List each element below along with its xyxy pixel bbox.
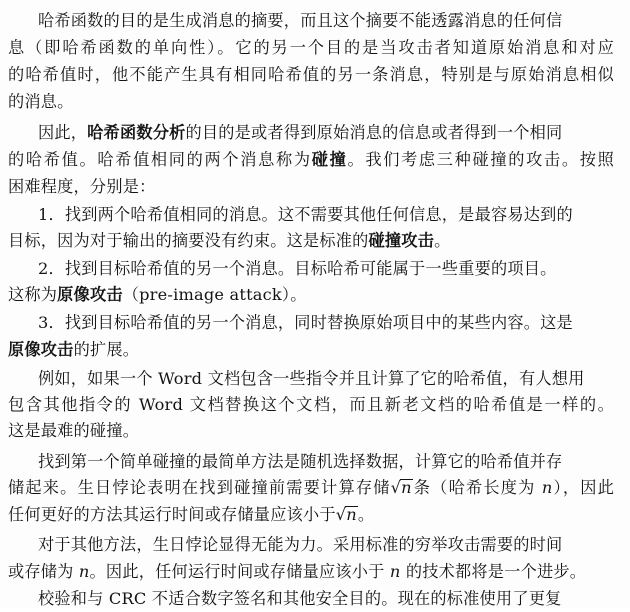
- text-line: [38, 449, 614, 475]
- bold-term: 原像攻击: [8, 340, 74, 359]
- text-run: 2．找到目标哈希值的另一个消息。目标哈希可能属于一些重要的项目。: [38, 259, 557, 278]
- text-run: 条（哈希长度为: [412, 478, 542, 497]
- text-run: （pre-image attack）。: [122, 285, 307, 304]
- radical-sign-icon: √: [390, 478, 402, 497]
- text-run: 对于其他方法，生日悖论显得无能为力。采用标准的穷举攻击需要的时间: [38, 535, 563, 554]
- text-run: 目标，因为对于输出的摘要没有约束。这是标准的: [8, 231, 369, 250]
- text-run: 这是最难的碰撞。: [8, 421, 140, 440]
- text-line: [8, 502, 614, 528]
- text-line: [38, 310, 614, 336]
- text-line: [38, 532, 614, 558]
- text-line: [38, 366, 614, 392]
- math-variable: n: [389, 562, 401, 581]
- text-run: 。: [357, 505, 375, 524]
- math-variable: n: [346, 505, 357, 524]
- text-run: 找到第一个简单碰撞的最简单方法是随机选择数据，计算它的哈希值并存: [38, 452, 563, 471]
- text-line: [8, 559, 614, 585]
- text-run: 的技术都将是一个进步。: [400, 562, 587, 581]
- text-line: [8, 282, 614, 308]
- text-run: ），因此: [552, 478, 614, 497]
- text-run: 或存储为: [8, 562, 79, 581]
- text-line: [38, 8, 614, 34]
- text-run: 息（即哈希函数的单向性）。它的另一个目的是当攻击者知道原始消息和对应: [8, 38, 614, 57]
- text-run: 3．找到目标哈希值的另一个消息，同时替换原始项目中的某些内容。这是: [38, 313, 573, 332]
- text-run: 困难程度，分别是：: [8, 177, 156, 196]
- text-line: [8, 392, 614, 418]
- text-run: 哈希函数的目的是生成消息的摘要，而且这个摘要不能透露消息的任何信: [38, 11, 563, 30]
- text-line: [8, 89, 614, 115]
- bold-term: 原像攻击: [57, 285, 123, 304]
- radical-sign-icon: √: [335, 505, 347, 524]
- text-run: 例如，如果一个 Word 文档包含一些指令并且计算了它的哈希值，有人想用: [38, 369, 585, 388]
- text-run: 。我们考虑三种碰撞的攻击。按照: [347, 150, 614, 169]
- math-variable: n: [78, 562, 90, 581]
- math-variable: n: [401, 478, 412, 497]
- text-line: [8, 337, 614, 363]
- text-run: 。: [434, 231, 451, 250]
- bold-term: 碰撞攻击: [368, 231, 435, 250]
- text-line: [8, 62, 614, 88]
- text-run: 包含其他指令的 Word 文档替换这个文档，而且新老文档的哈希值是一样的。: [8, 395, 614, 414]
- text-run: 这称为: [8, 285, 58, 304]
- text-run: 的哈希值。哈希值相同的两个消息称为: [8, 150, 312, 169]
- text-run: 因此，: [38, 123, 88, 142]
- text-run: 储起来。生日悖论表明在找到碰撞前需要计算存储: [8, 478, 391, 497]
- text-run: 的消息。: [8, 92, 74, 111]
- text-line: [8, 35, 614, 61]
- sqrt-expression: [336, 505, 358, 524]
- text-line: [8, 228, 614, 254]
- text-run: 的目的是或者得到原始消息的信息或者得到一个相同: [185, 123, 563, 142]
- bold-term: 哈希函数分析: [87, 123, 186, 142]
- text-line: [38, 586, 614, 612]
- text-run: 1．找到两个哈希值相同的消息。这不需要其他任何信息，是最容易达到的: [38, 205, 573, 224]
- text-run: 的哈希值时，他不能产生具有相同哈希值的另一条消息，特别是与原始消息相似: [8, 65, 614, 84]
- text-line: [8, 174, 614, 200]
- text-line: [38, 202, 614, 228]
- text-line: [8, 418, 614, 444]
- math-variable: n: [541, 478, 553, 497]
- text-line: [8, 475, 614, 501]
- bold-term: 碰撞: [311, 150, 348, 169]
- text-run: 的扩展。: [73, 340, 140, 359]
- text-line: [38, 256, 614, 282]
- text-run: 校验和与 CRC 不适合数字签名和其他安全目的。现在的标准使用了更复: [38, 589, 562, 608]
- text-line: [8, 147, 614, 173]
- text-run: 。因此，任何运行时间或存储量应该小于: [89, 562, 390, 581]
- text-line: [38, 120, 614, 146]
- sqrt-expression: [391, 478, 413, 497]
- text-run: 任何更好的方法其运行时间或存储量应该小于: [8, 505, 336, 524]
